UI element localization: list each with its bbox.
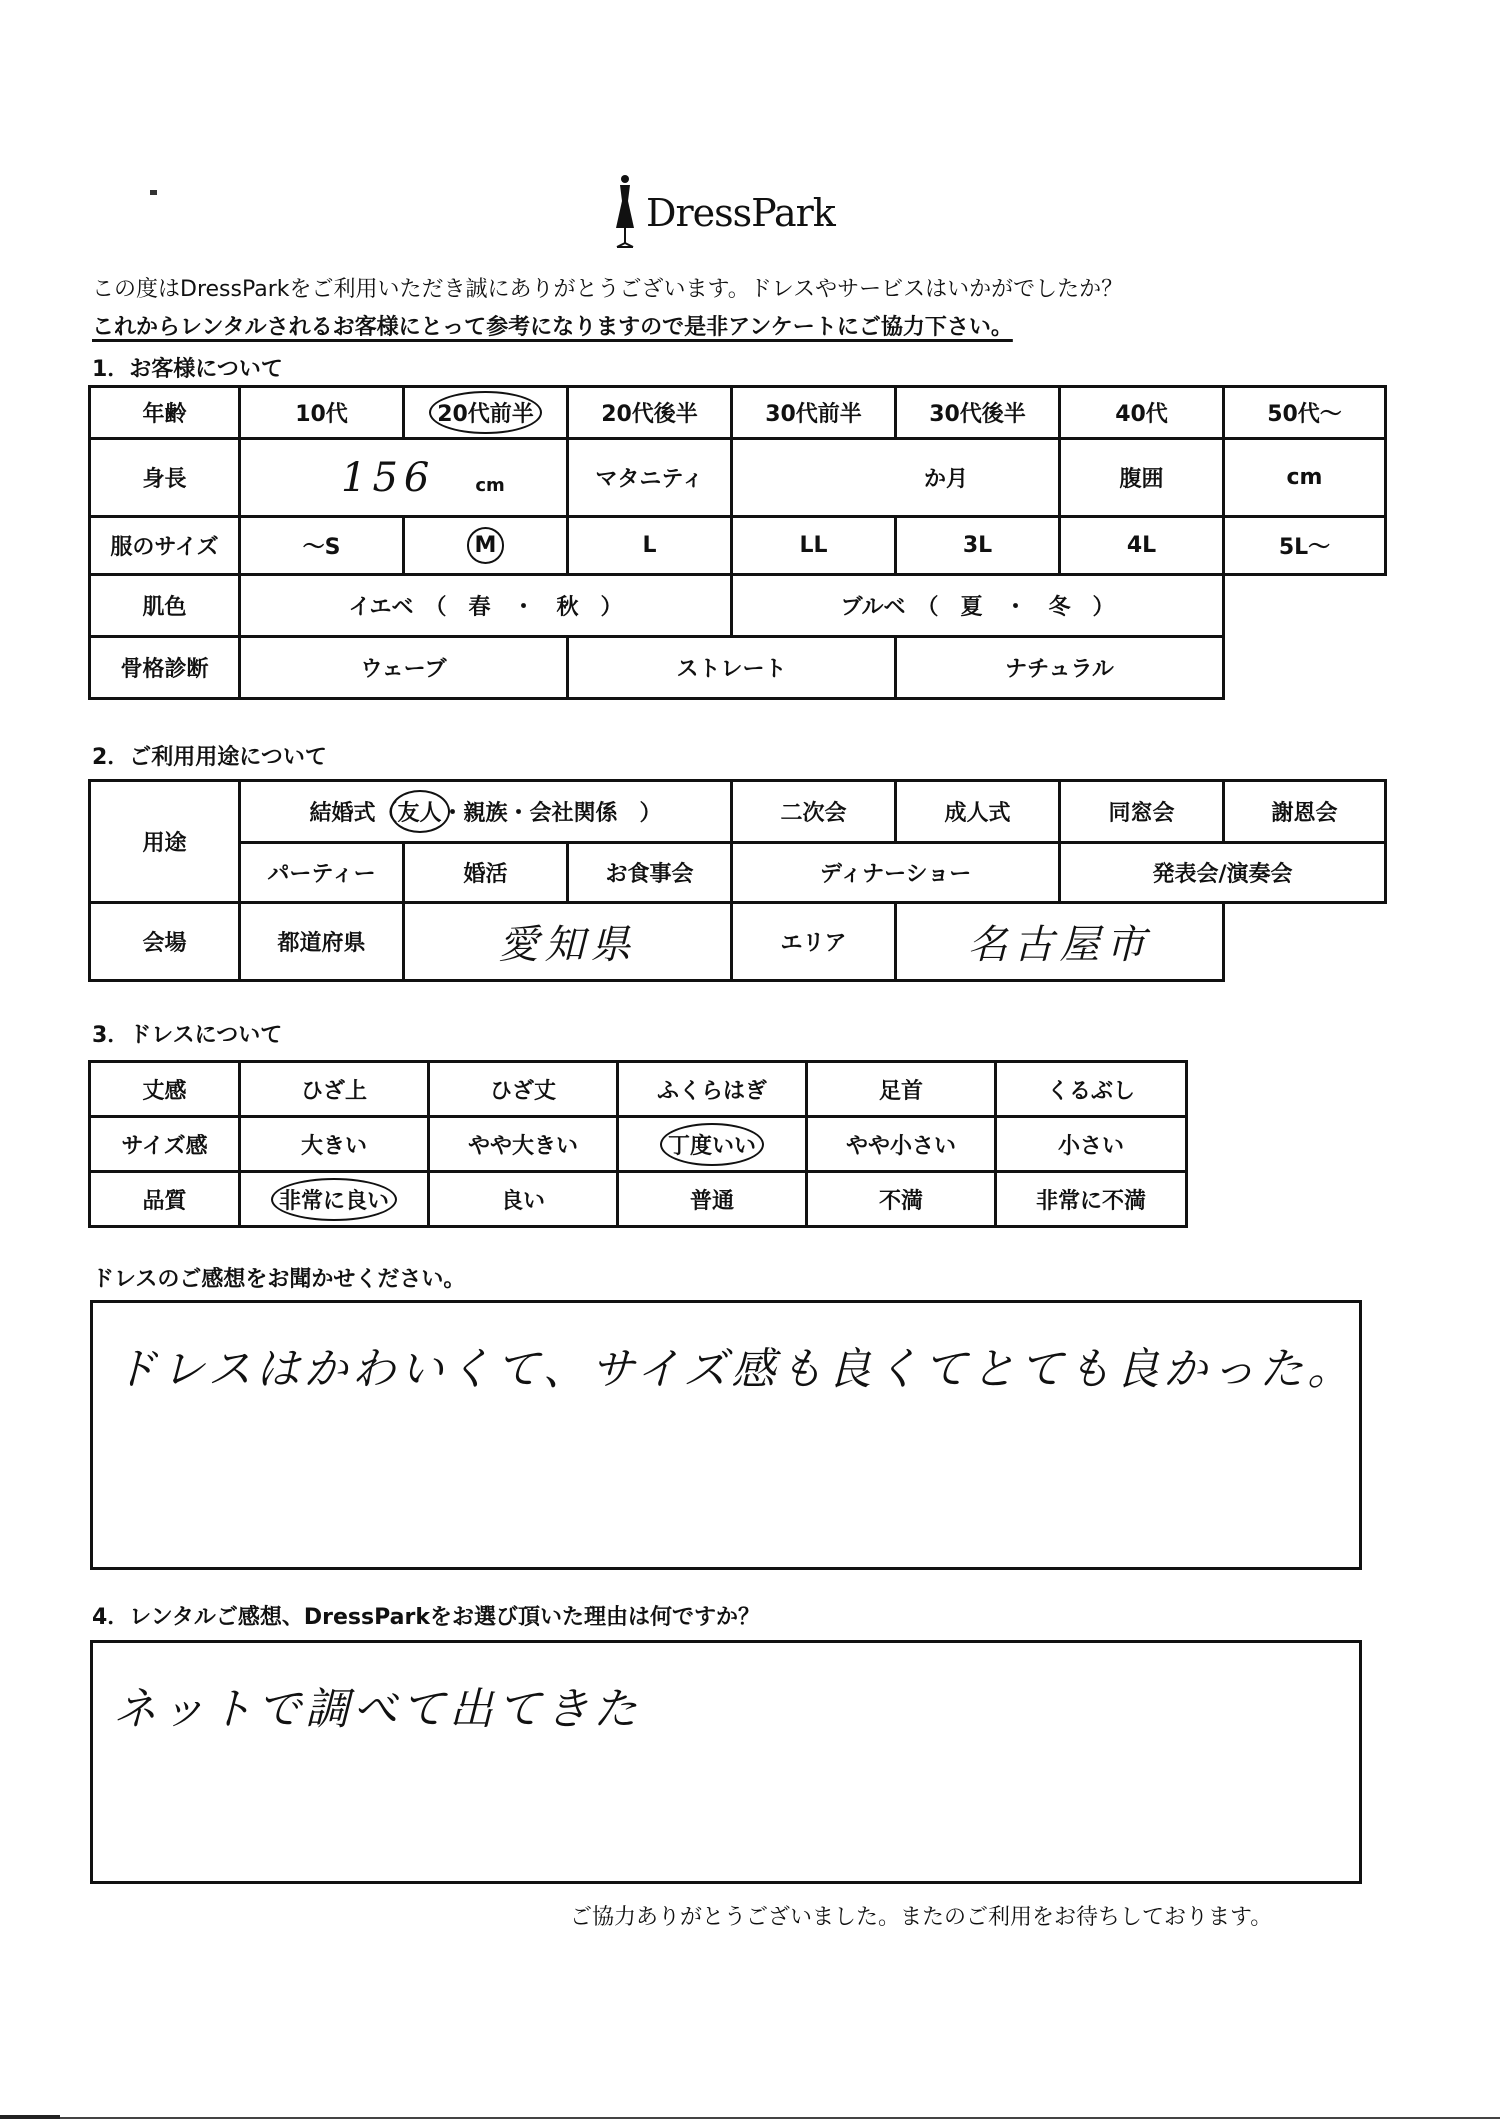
frame-option[interactable]: ウェーブ — [240, 637, 568, 699]
purpose-option[interactable]: お食事会 — [568, 843, 732, 903]
maternity-unit: か月 — [923, 467, 968, 492]
scan-edge-line — [0, 2117, 1500, 2119]
age-label: 年齢 — [90, 387, 240, 439]
wedding-prefix: 結婚式（ — [309, 801, 398, 826]
section3-title: 3．ドレスについて — [92, 1023, 283, 1048]
logo — [610, 168, 835, 258]
selection-circle: 20代前半 — [437, 397, 534, 428]
waist-label: 腹囲 — [1060, 439, 1224, 517]
height-unit: cm — [475, 474, 505, 496]
age-option[interactable]: 40代 — [1060, 387, 1224, 439]
size-option-selected[interactable] — [404, 517, 568, 575]
purpose-option[interactable]: 謝恩会 — [1224, 781, 1386, 843]
height-label: 身長 — [90, 439, 240, 517]
section1-title: 1．お客様について — [92, 357, 283, 382]
size-option[interactable]: 5L～ — [1224, 517, 1386, 575]
dress-mannequin-icon — [610, 173, 640, 253]
selection-circle: 友人 — [398, 796, 442, 827]
skin-blue-option[interactable]: ブルベ （ 夏 ・ 冬 ） — [732, 575, 1224, 637]
dress-table — [88, 1060, 1188, 1228]
quality-option[interactable]: 非常に不満 — [996, 1172, 1187, 1227]
age-option[interactable]: 30代後半 — [896, 387, 1060, 439]
section4-title: 4．レンタルご感想、DressParkをお選び頂いた理由は何ですか？ — [92, 1605, 760, 1630]
size-row — [90, 517, 1386, 575]
venue-label: 会場 — [90, 903, 240, 981]
size-label: 服のサイズ — [90, 517, 240, 575]
fit-option[interactable]: やや大きい — [429, 1117, 618, 1172]
frame-label: 骨格診断 — [90, 637, 240, 699]
customer-table — [88, 385, 1387, 700]
pref-label: 都道府県 — [240, 903, 404, 981]
height-value: 156 — [341, 454, 436, 501]
age-option[interactable]: 50代～ — [1224, 387, 1386, 439]
comment-text: ドレスはかわいくて、サイズ感も良くてとても良かった。 — [113, 1344, 1356, 1395]
size-option[interactable]: LL — [732, 517, 896, 575]
reason-text: ネットで調べて出てきた — [113, 1684, 641, 1735]
quality-option-selected[interactable] — [240, 1172, 429, 1227]
selection-circle: 丁度いい — [668, 1129, 756, 1160]
purpose-option[interactable]: 二次会 — [732, 781, 896, 843]
height-field[interactable] — [240, 439, 568, 517]
intro-line-2: これからレンタルされるお客様にとって参考になりますので是非アンケートにご協力下さい。 — [92, 315, 1013, 340]
age-row — [90, 387, 1386, 439]
skin-label: 肌色 — [90, 575, 240, 637]
age-option[interactable]: 30代前半 — [732, 387, 896, 439]
size-option[interactable]: 3L — [896, 517, 1060, 575]
fit-option[interactable]: 小さい — [996, 1117, 1187, 1172]
frame-row — [90, 637, 1386, 699]
age-option[interactable]: 10代 — [240, 387, 404, 439]
scan-edge-mark — [0, 2115, 60, 2119]
age-option-selected[interactable] — [404, 387, 568, 439]
quality-option[interactable]: 不満 — [807, 1172, 996, 1227]
age-option[interactable]: 20代後半 — [568, 387, 732, 439]
fit-option[interactable]: 大きい — [240, 1117, 429, 1172]
length-option[interactable]: ふくらはぎ — [618, 1062, 807, 1117]
purpose-label: 用途 — [90, 781, 240, 903]
area-label: エリア — [732, 903, 896, 981]
pref-value: 愛知県 — [498, 922, 637, 968]
frame-option[interactable]: ストレート — [568, 637, 896, 699]
skin-yellow-option[interactable]: イエベ （ 春 ・ 秋 ） — [240, 575, 732, 637]
maternity-label: マタニティ — [568, 439, 732, 517]
skin-row — [90, 575, 1386, 637]
quality-label: 品質 — [90, 1172, 240, 1227]
pref-field[interactable] — [404, 903, 732, 981]
purpose-option[interactable]: 婚活 — [404, 843, 568, 903]
fit-label: サイズ感 — [90, 1117, 240, 1172]
size-option[interactable]: ～S — [240, 517, 404, 575]
purpose-option[interactable]: パーティー — [240, 843, 404, 903]
purpose-option[interactable]: 成人式 — [896, 781, 1060, 843]
fit-option[interactable]: やや小さい — [807, 1117, 996, 1172]
selection-circle: 非常に良い — [279, 1184, 389, 1215]
length-label: 丈感 — [90, 1062, 240, 1117]
length-option[interactable]: くるぶし — [996, 1062, 1187, 1117]
length-option[interactable]: ひざ上 — [240, 1062, 429, 1117]
comment-prompt: ドレスのご感想をお聞かせください。 — [92, 1267, 466, 1292]
frame-option[interactable]: ナチュラル — [896, 637, 1224, 699]
size-option[interactable]: L — [568, 517, 732, 575]
wedding-option[interactable] — [240, 781, 732, 843]
purpose-option[interactable]: 同窓会 — [1060, 781, 1224, 843]
area-field[interactable] — [896, 903, 1224, 981]
height-row — [90, 439, 1386, 517]
quality-option[interactable]: 普通 — [618, 1172, 807, 1227]
length-option[interactable]: 足首 — [807, 1062, 996, 1117]
length-option[interactable]: ひざ丈 — [429, 1062, 618, 1117]
intro-line-1: この度はDressParkをご利用いただき誠にありがとうございます。ドレスやサービスはいかがでしたか？ — [92, 277, 1124, 302]
scan-speck — [150, 190, 157, 195]
quality-option[interactable]: 良い — [429, 1172, 618, 1227]
logo-text: DressPark — [646, 191, 835, 235]
size-option[interactable]: 4L — [1060, 517, 1224, 575]
maternity-field[interactable] — [732, 439, 1060, 517]
footer-thanks: ご協力ありがとうございました。またのご利用をお待ちしております。 — [570, 1905, 1273, 1930]
wedding-suffix: ・親族・会社関係 ） — [441, 801, 662, 826]
waist-unit: cm — [1286, 465, 1323, 490]
fit-option-selected[interactable] — [618, 1117, 807, 1172]
selection-circle: M — [474, 533, 497, 558]
section2-title: 2．ご利用用途について — [92, 745, 327, 770]
purpose-option[interactable]: ディナーショー — [732, 843, 1060, 903]
purpose-option[interactable]: 発表会/演奏会 — [1060, 843, 1386, 903]
purpose-table — [88, 779, 1387, 982]
area-value: 名古屋市 — [967, 922, 1152, 968]
comment-box[interactable] — [90, 1300, 1362, 1570]
reason-box[interactable] — [90, 1640, 1362, 1884]
waist-field[interactable] — [1224, 439, 1386, 517]
